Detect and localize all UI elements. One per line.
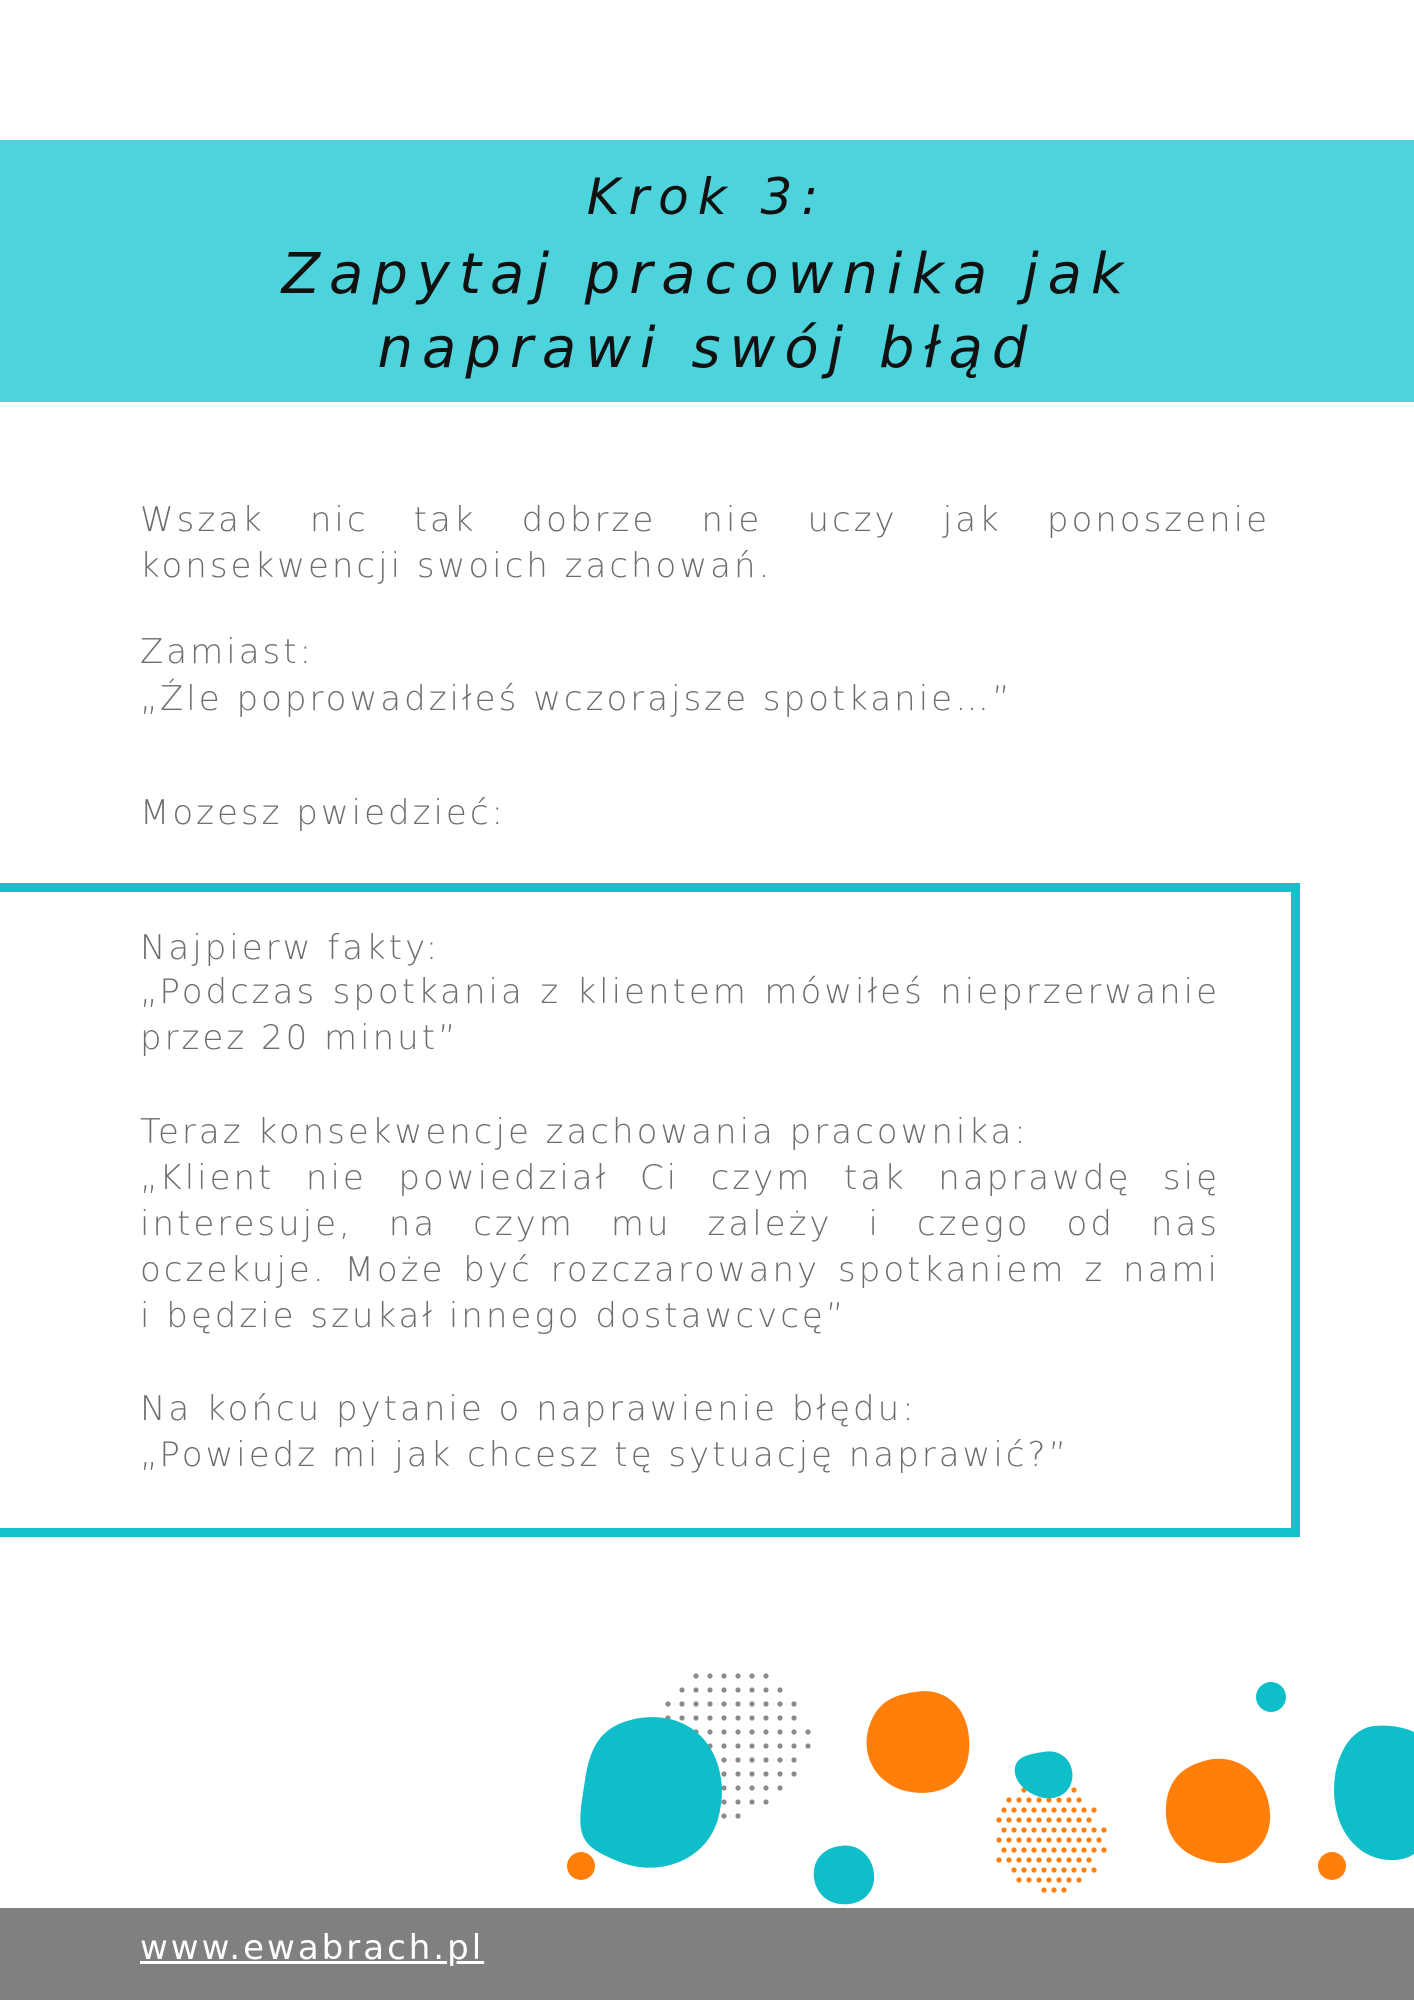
decor-dot xyxy=(1006,1837,1011,1842)
decor-dot xyxy=(1101,1847,1106,1852)
orange-dot-cluster xyxy=(996,1787,1106,1892)
decor-dot xyxy=(805,1743,810,1748)
decor-dot xyxy=(763,1687,768,1692)
decor-dot xyxy=(1016,1797,1021,1802)
decor-dot xyxy=(707,1729,712,1734)
decor-dot xyxy=(1006,1857,1011,1862)
decor-dot xyxy=(1081,1807,1086,1812)
decor-dot xyxy=(1026,1877,1031,1882)
decor-dot xyxy=(1046,1857,1051,1862)
decor-dot xyxy=(1051,1887,1056,1892)
decor-dot xyxy=(1061,1847,1066,1852)
decor-dot xyxy=(735,1785,740,1790)
decor-dot xyxy=(1001,1847,1006,1852)
decor-dot xyxy=(1046,1877,1051,1882)
decor-dot xyxy=(707,1687,712,1692)
consequences-label: Teraz konsekwencje zachowania pracownika: xyxy=(140,1112,1029,1152)
decor-dot xyxy=(791,1701,796,1706)
decor-dot xyxy=(749,1701,754,1706)
decor-dot xyxy=(1056,1817,1061,1822)
decor-dot xyxy=(693,1715,698,1720)
decor-dot xyxy=(1026,1837,1031,1842)
decor-dot xyxy=(1056,1837,1061,1842)
decor-dot xyxy=(1071,1847,1076,1852)
orange-dot-right xyxy=(1318,1852,1346,1880)
decor-dot xyxy=(1041,1867,1046,1872)
decor-dot xyxy=(791,1771,796,1776)
decor-dot xyxy=(735,1743,740,1748)
orange-blob-top xyxy=(867,1691,970,1793)
decor-dot xyxy=(679,1687,684,1692)
decor-dot xyxy=(1056,1797,1061,1802)
decor-dot xyxy=(791,1729,796,1734)
decor-dot xyxy=(996,1817,1001,1822)
website-link[interactable]: www.ewabrach.pl xyxy=(140,1928,485,1968)
decor-dot xyxy=(1046,1817,1051,1822)
decor-dot xyxy=(1076,1857,1081,1862)
decor-dot xyxy=(721,1743,726,1748)
decor-dot xyxy=(707,1701,712,1706)
decor-dot xyxy=(693,1673,698,1678)
decor-dot xyxy=(1051,1827,1056,1832)
decor-dot xyxy=(721,1785,726,1790)
decor-dot xyxy=(735,1673,740,1678)
decor-dot xyxy=(1031,1847,1036,1852)
decor-dot xyxy=(707,1715,712,1720)
decor-dot xyxy=(1061,1887,1066,1892)
decor-dot xyxy=(749,1687,754,1692)
decor-dot xyxy=(1071,1787,1076,1792)
decor-dot xyxy=(763,1799,768,1804)
page-title-line-2: naprawi swój błąd xyxy=(377,316,1037,381)
decor-dot xyxy=(1066,1817,1071,1822)
decor-dot xyxy=(1056,1877,1061,1882)
decor-dot xyxy=(763,1757,768,1762)
decor-dot xyxy=(763,1715,768,1720)
decor-dot xyxy=(721,1715,726,1720)
decor-dot xyxy=(763,1701,768,1706)
decor-dot xyxy=(1076,1817,1081,1822)
decor-dot xyxy=(721,1673,726,1678)
decor-dot xyxy=(749,1757,754,1762)
page-title-line-1: Zapytaj pracownika jak xyxy=(281,242,1133,307)
decor-dot xyxy=(1011,1847,1016,1852)
decor-dot xyxy=(1071,1867,1076,1872)
decor-dot xyxy=(777,1729,782,1734)
decor-dot xyxy=(1066,1837,1071,1842)
decor-dot xyxy=(996,1857,1001,1862)
decor-dot xyxy=(665,1701,670,1706)
decor-dot xyxy=(1021,1847,1026,1852)
facts-quote: „Podczas spotkania z klientem mówiłeś nieprzerwanie przez 20 minut” xyxy=(140,972,1220,1058)
decor-dot xyxy=(1016,1837,1021,1842)
decor-dot xyxy=(1081,1847,1086,1852)
decor-dot xyxy=(763,1771,768,1776)
decor-dot xyxy=(1016,1877,1021,1882)
decor-dot xyxy=(1056,1857,1061,1862)
decor-dot xyxy=(721,1729,726,1734)
decorative-dots xyxy=(0,1640,1414,1908)
decor-dot xyxy=(1001,1827,1006,1832)
you-can-say-label: Mozesz pwiedzieć: xyxy=(140,793,506,833)
decor-dot xyxy=(1081,1827,1086,1832)
instead-quote: „Źle poprowadziłeś wczorajsze spotkanie…” xyxy=(140,679,1013,719)
decor-dot xyxy=(1066,1797,1071,1802)
decor-dot xyxy=(1066,1857,1071,1862)
decor-dot xyxy=(1046,1837,1051,1842)
decor-dot xyxy=(735,1757,740,1762)
decor-dot xyxy=(1021,1867,1026,1872)
decor-dot xyxy=(1091,1827,1096,1832)
decor-dot xyxy=(791,1715,796,1720)
decor-dot xyxy=(1026,1857,1031,1862)
facts-label: Najpierw fakty: xyxy=(140,928,441,968)
decor-dot xyxy=(1011,1807,1016,1812)
decor-dot xyxy=(1026,1797,1031,1802)
decor-dot xyxy=(1086,1857,1091,1862)
decor-dot xyxy=(735,1687,740,1692)
decor-dot xyxy=(1061,1867,1066,1872)
decor-dot xyxy=(721,1757,726,1762)
decor-dot xyxy=(1041,1807,1046,1812)
decor-dot xyxy=(1021,1827,1026,1832)
decor-dot xyxy=(1051,1847,1056,1852)
teal-blob-edge xyxy=(1334,1726,1414,1860)
decor-dot xyxy=(777,1715,782,1720)
decor-dot xyxy=(721,1799,726,1804)
decor-dot xyxy=(1076,1797,1081,1802)
decor-dot xyxy=(1011,1867,1016,1872)
decor-dot xyxy=(749,1799,754,1804)
teal-blob-bottom xyxy=(814,1845,874,1904)
decor-dot xyxy=(693,1701,698,1706)
decor-dot xyxy=(763,1785,768,1790)
decor-dot xyxy=(1036,1797,1041,1802)
decor-dot xyxy=(777,1701,782,1706)
decor-dot xyxy=(721,1687,726,1692)
decor-dot xyxy=(749,1771,754,1776)
decor-dot xyxy=(1091,1867,1096,1872)
decor-dot xyxy=(735,1701,740,1706)
decor-dot xyxy=(679,1701,684,1706)
decor-dot xyxy=(1036,1817,1041,1822)
decor-dot xyxy=(1071,1807,1076,1812)
decor-dot xyxy=(1076,1837,1081,1842)
decor-dot xyxy=(763,1729,768,1734)
instead-label: Zamiast: xyxy=(140,632,315,672)
decor-dot xyxy=(707,1673,712,1678)
decor-dot xyxy=(1071,1827,1076,1832)
decor-dot xyxy=(1021,1807,1026,1812)
decor-dot xyxy=(1076,1877,1081,1882)
decor-dot xyxy=(1086,1837,1091,1842)
decor-dot xyxy=(1036,1877,1041,1882)
teal-dot-small xyxy=(1256,1682,1286,1712)
decor-dot xyxy=(763,1673,768,1678)
decor-dot xyxy=(1061,1827,1066,1832)
decor-dot xyxy=(679,1715,684,1720)
decor-dot xyxy=(996,1837,1001,1842)
decor-dot xyxy=(777,1687,782,1692)
decor-dot xyxy=(1066,1877,1071,1882)
decor-dot xyxy=(721,1771,726,1776)
decor-dot xyxy=(735,1771,740,1776)
decor-dot xyxy=(1036,1857,1041,1862)
decor-dot xyxy=(791,1757,796,1762)
decor-dot xyxy=(735,1715,740,1720)
decor-dot xyxy=(1006,1817,1011,1822)
decor-dot xyxy=(1061,1807,1066,1812)
decor-dot xyxy=(735,1813,740,1818)
decor-dot xyxy=(1091,1807,1096,1812)
decor-dot xyxy=(1096,1837,1101,1842)
decor-dot xyxy=(777,1757,782,1762)
decor-dot xyxy=(1006,1797,1011,1802)
decor-dot xyxy=(777,1785,782,1790)
decor-dot xyxy=(1016,1817,1021,1822)
decor-dot xyxy=(1081,1867,1086,1872)
teal-blob-large xyxy=(580,1717,722,1868)
decor-dot xyxy=(805,1729,810,1734)
decor-dot xyxy=(1041,1847,1046,1852)
step-title: Krok 3: xyxy=(586,168,828,226)
decor-dot xyxy=(763,1743,768,1748)
orange-dot-left xyxy=(567,1852,595,1880)
decor-dot xyxy=(1051,1867,1056,1872)
decor-dot xyxy=(777,1771,782,1776)
decor-dot xyxy=(1041,1887,1046,1892)
decor-dot xyxy=(749,1743,754,1748)
decor-dot xyxy=(693,1687,698,1692)
decor-dot xyxy=(1031,1827,1036,1832)
decor-dot xyxy=(749,1785,754,1790)
decor-dot xyxy=(735,1729,740,1734)
question-label: Na końcu pytanie o naprawienie błędu: xyxy=(140,1389,917,1429)
decor-dot xyxy=(1031,1807,1036,1812)
decor-dot xyxy=(1016,1857,1021,1862)
decor-dot xyxy=(1041,1827,1046,1832)
intro-paragraph: Wszak nic tak dobrze nie uczy jak ponoszenie konsekwencji swoich zachowań. xyxy=(140,500,1270,586)
decor-dot xyxy=(721,1813,726,1818)
decor-dot xyxy=(749,1729,754,1734)
decor-dot xyxy=(1001,1807,1006,1812)
decor-dot xyxy=(1091,1847,1096,1852)
decor-dot xyxy=(1036,1837,1041,1842)
decor-dot xyxy=(777,1743,782,1748)
decor-dot xyxy=(1011,1827,1016,1832)
decor-dot xyxy=(1051,1807,1056,1812)
decor-dot xyxy=(721,1701,726,1706)
decor-dot xyxy=(749,1715,754,1720)
question-quote: „Powiedz mi jak chcesz tę sytuację naprawić?” xyxy=(140,1435,1070,1475)
decor-dot xyxy=(1101,1827,1106,1832)
consequences-quote: „Klient nie powiedział Ci czym tak naprawdę się interesuje, na czym mu zależy i czego od nas oczekuje. Może być rozczarowany spotkaniem z nami i będzie szukał innego dostawcvcę” xyxy=(140,1158,1220,1336)
decor-dot xyxy=(1031,1867,1036,1872)
decor-dot xyxy=(735,1799,740,1804)
decor-dot xyxy=(749,1673,754,1678)
decor-dot xyxy=(791,1743,796,1748)
decor-dot xyxy=(1026,1817,1031,1822)
decor-dot xyxy=(1086,1817,1091,1822)
orange-blob-right xyxy=(1166,1759,1270,1863)
